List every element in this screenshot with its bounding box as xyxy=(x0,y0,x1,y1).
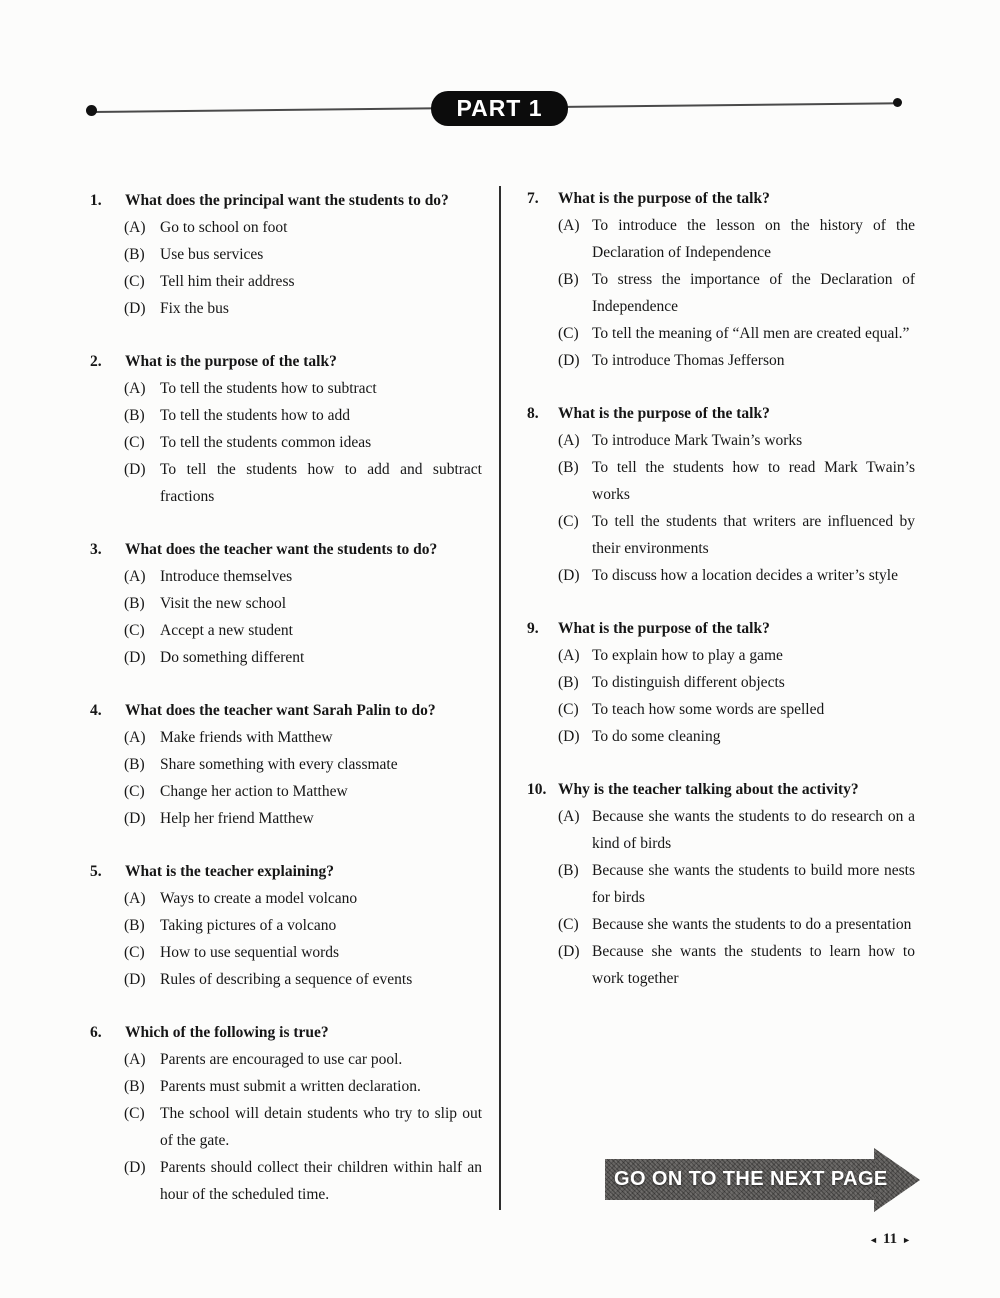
option-text: To discuss how a location decides a writer’s style xyxy=(592,567,898,584)
question-text: What is the teacher explaining? xyxy=(125,863,334,880)
option-text: To explain how to play a game xyxy=(592,647,783,664)
option-1C xyxy=(90,268,482,295)
question-number: 10. xyxy=(527,781,547,798)
option-2D xyxy=(90,456,482,510)
option-5A xyxy=(90,885,482,912)
question-10 xyxy=(527,776,915,992)
option-label: (A) xyxy=(558,217,580,234)
question-number: 7. xyxy=(527,190,539,207)
question-text: What is the purpose of the talk? xyxy=(558,190,770,207)
option-label: (A) xyxy=(124,380,146,397)
option-label: (D) xyxy=(124,300,146,317)
question-header xyxy=(90,348,482,375)
option-label: (C) xyxy=(558,513,579,530)
option-7A xyxy=(527,212,915,266)
option-label: (C) xyxy=(124,783,145,800)
option-label: (B) xyxy=(124,1078,145,1095)
option-text: Fix the bus xyxy=(160,300,229,317)
option-label: (B) xyxy=(558,862,579,879)
option-label: (A) xyxy=(124,568,146,585)
left-triangle-icon: ◄ xyxy=(869,1234,878,1245)
question-4 xyxy=(90,697,482,832)
option-5C xyxy=(90,939,482,966)
option-4A xyxy=(90,724,482,751)
option-5B xyxy=(90,912,482,939)
question-header xyxy=(90,1019,482,1046)
option-8B xyxy=(527,454,915,508)
option-text: Parents are encouraged to use car pool. xyxy=(160,1051,403,1068)
question-number: 8. xyxy=(527,405,539,422)
option-10C xyxy=(527,911,915,938)
option-label: (B) xyxy=(124,756,145,773)
option-9C xyxy=(527,696,915,723)
question-text: Why is the teacher talking about the activity? xyxy=(558,781,859,798)
question-text: What is the purpose of the talk? xyxy=(125,353,337,370)
option-label: (B) xyxy=(558,459,579,476)
option-label: (A) xyxy=(558,432,580,449)
option-label: (A) xyxy=(558,808,580,825)
option-1A xyxy=(90,214,482,241)
option-4D xyxy=(90,805,482,832)
option-text: Because she wants the students to do research on a kind of birds xyxy=(592,808,915,852)
part-title: PART 1 xyxy=(431,91,568,126)
option-text: To tell the students that writers are influenced by their environments xyxy=(592,513,915,557)
option-text: To introduce Mark Twain’s works xyxy=(592,432,803,449)
question-number: 4. xyxy=(90,702,102,719)
option-text: Tell him their address xyxy=(160,273,295,290)
question-header xyxy=(527,615,915,642)
question-3 xyxy=(90,536,482,671)
option-text: Change her action to Matthew xyxy=(160,783,348,800)
option-4B xyxy=(90,751,482,778)
question-2 xyxy=(90,348,482,510)
option-6C xyxy=(90,1100,482,1154)
option-2C xyxy=(90,429,482,456)
option-text: Make friends with Matthew xyxy=(160,729,333,746)
option-text: To tell the meaning of “All men are created equal.” xyxy=(592,325,910,342)
option-8A xyxy=(527,427,915,454)
option-text: Visit the new school xyxy=(160,595,287,612)
option-label: (D) xyxy=(124,649,146,666)
option-label: (A) xyxy=(124,729,146,746)
option-8C xyxy=(527,508,915,562)
option-label: (C) xyxy=(124,273,145,290)
option-label: (B) xyxy=(124,407,145,424)
option-10A xyxy=(527,803,915,857)
option-text: To tell the students common ideas xyxy=(160,434,372,451)
question-header xyxy=(527,776,915,803)
option-text: To distinguish different objects xyxy=(592,674,785,691)
option-text: To teach how some words are spelled xyxy=(592,701,825,718)
option-label: (B) xyxy=(558,674,579,691)
go-on-label: GO ON TO THE NEXT PAGE xyxy=(614,1168,888,1190)
option-7C xyxy=(527,320,915,347)
right-triangle-icon: ► xyxy=(902,1234,912,1245)
header-right-dot xyxy=(893,98,902,107)
option-text: Because she wants the students to build more nests for birds xyxy=(592,862,915,906)
option-text: Taking pictures of a volcano xyxy=(160,917,337,934)
option-text: Do something different xyxy=(160,649,305,666)
option-text: To tell the students how to subtract xyxy=(160,380,377,397)
header-left-dot xyxy=(86,105,97,116)
option-6D xyxy=(90,1154,482,1208)
option-4C xyxy=(90,778,482,805)
option-text: To introduce Thomas Jefferson xyxy=(592,352,785,369)
option-text: The school will detain students who try to slip out of the gate. xyxy=(160,1105,482,1149)
option-text: Go to school on foot xyxy=(160,219,288,236)
question-header xyxy=(90,536,482,563)
option-text: Accept a new student xyxy=(160,622,293,639)
option-3B xyxy=(90,590,482,617)
question-text: What is the purpose of the talk? xyxy=(558,405,770,422)
option-label: (C) xyxy=(124,944,145,961)
option-text: Use bus services xyxy=(160,246,264,263)
option-text: Share something with every classmate xyxy=(160,756,398,773)
option-9B xyxy=(527,669,915,696)
option-text: Because she wants the students to learn how to work together xyxy=(592,943,915,987)
option-text: Help her friend Matthew xyxy=(160,810,314,827)
option-8D xyxy=(527,562,915,589)
question-8 xyxy=(527,400,915,589)
question-1 xyxy=(90,187,482,322)
option-label: (D) xyxy=(558,567,580,584)
question-text: What does the teacher want the students to do? xyxy=(125,541,438,558)
option-label: (D) xyxy=(558,943,580,960)
question-text: What is the purpose of the talk? xyxy=(558,620,770,637)
option-text: To tell the students how to read Mark Twain’s works xyxy=(592,459,915,503)
option-3A xyxy=(90,563,482,590)
option-label: (B) xyxy=(124,595,145,612)
option-text: Ways to create a model volcano xyxy=(160,890,358,907)
option-label: (D) xyxy=(124,1159,146,1176)
option-text: Parents must submit a written declaration. xyxy=(160,1078,421,1095)
option-text: Parents should collect their children within half an hour of the scheduled time. xyxy=(160,1159,482,1203)
question-number: 5. xyxy=(90,863,102,880)
question-number: 3. xyxy=(90,541,102,558)
right-column xyxy=(527,185,915,1018)
option-1B xyxy=(90,241,482,268)
option-text: Rules of describing a sequence of events xyxy=(160,971,413,988)
option-label: (C) xyxy=(558,916,579,933)
option-3D xyxy=(90,644,482,671)
question-7 xyxy=(527,185,915,374)
question-header xyxy=(527,400,915,427)
question-number: 9. xyxy=(527,620,539,637)
option-6A xyxy=(90,1046,482,1073)
option-2B xyxy=(90,402,482,429)
option-9D xyxy=(527,723,915,750)
question-5 xyxy=(90,858,482,993)
question-header xyxy=(90,697,482,724)
option-label: (B) xyxy=(124,917,145,934)
option-1D xyxy=(90,295,482,322)
option-text: Because she wants the students to do a presentation xyxy=(592,916,912,933)
option-label: (B) xyxy=(558,271,579,288)
option-10B xyxy=(527,857,915,911)
option-label: (D) xyxy=(124,971,146,988)
page-number-value: 11 xyxy=(882,1231,898,1247)
option-label: (D) xyxy=(558,352,580,369)
question-header xyxy=(90,858,482,885)
question-text: What does the teacher want Sarah Palin to do? xyxy=(125,702,436,719)
option-2A xyxy=(90,375,482,402)
option-text: How to use sequential words xyxy=(160,944,340,961)
question-6 xyxy=(90,1019,482,1208)
question-number: 1. xyxy=(90,192,102,209)
option-label: (C) xyxy=(124,622,145,639)
arrow-banner-body xyxy=(605,1159,888,1200)
go-on-next-page-banner xyxy=(605,1148,920,1212)
question-text: What does the principal want the students to do? xyxy=(125,192,449,209)
option-text: To stress the importance of the Declaration of Independence xyxy=(592,271,915,315)
option-5D xyxy=(90,966,482,993)
option-label: (D) xyxy=(124,461,146,478)
option-label: (A) xyxy=(124,890,146,907)
option-text: Introduce themselves xyxy=(160,568,293,585)
option-9A xyxy=(527,642,915,669)
option-label: (C) xyxy=(558,325,579,342)
option-text: To tell the students how to add xyxy=(160,407,351,424)
question-header xyxy=(527,185,915,212)
option-7B xyxy=(527,266,915,320)
option-label: (D) xyxy=(124,810,146,827)
option-label: (B) xyxy=(124,246,145,263)
option-label: (D) xyxy=(558,728,580,745)
option-7D xyxy=(527,347,915,374)
option-text: To introduce the lesson on the history of the Declaration of Independence xyxy=(592,217,915,261)
page-number xyxy=(869,1231,911,1248)
left-column xyxy=(90,187,482,1234)
option-6B xyxy=(90,1073,482,1100)
option-label: (C) xyxy=(124,1105,145,1122)
question-header xyxy=(90,187,482,214)
option-3C xyxy=(90,617,482,644)
option-label: (A) xyxy=(124,1051,146,1068)
option-text: To do some cleaning xyxy=(592,728,721,745)
question-9 xyxy=(527,615,915,750)
option-label: (C) xyxy=(558,701,579,718)
question-number: 6. xyxy=(90,1024,102,1041)
option-label: (A) xyxy=(124,219,146,236)
option-label: (C) xyxy=(124,434,145,451)
option-10D xyxy=(527,938,915,992)
column-divider xyxy=(499,186,501,1210)
question-text: Which of the following is true? xyxy=(125,1024,329,1041)
option-label: (A) xyxy=(558,647,580,664)
question-number: 2. xyxy=(90,353,102,370)
option-text: To tell the students how to add and subtract fractions xyxy=(160,461,482,505)
